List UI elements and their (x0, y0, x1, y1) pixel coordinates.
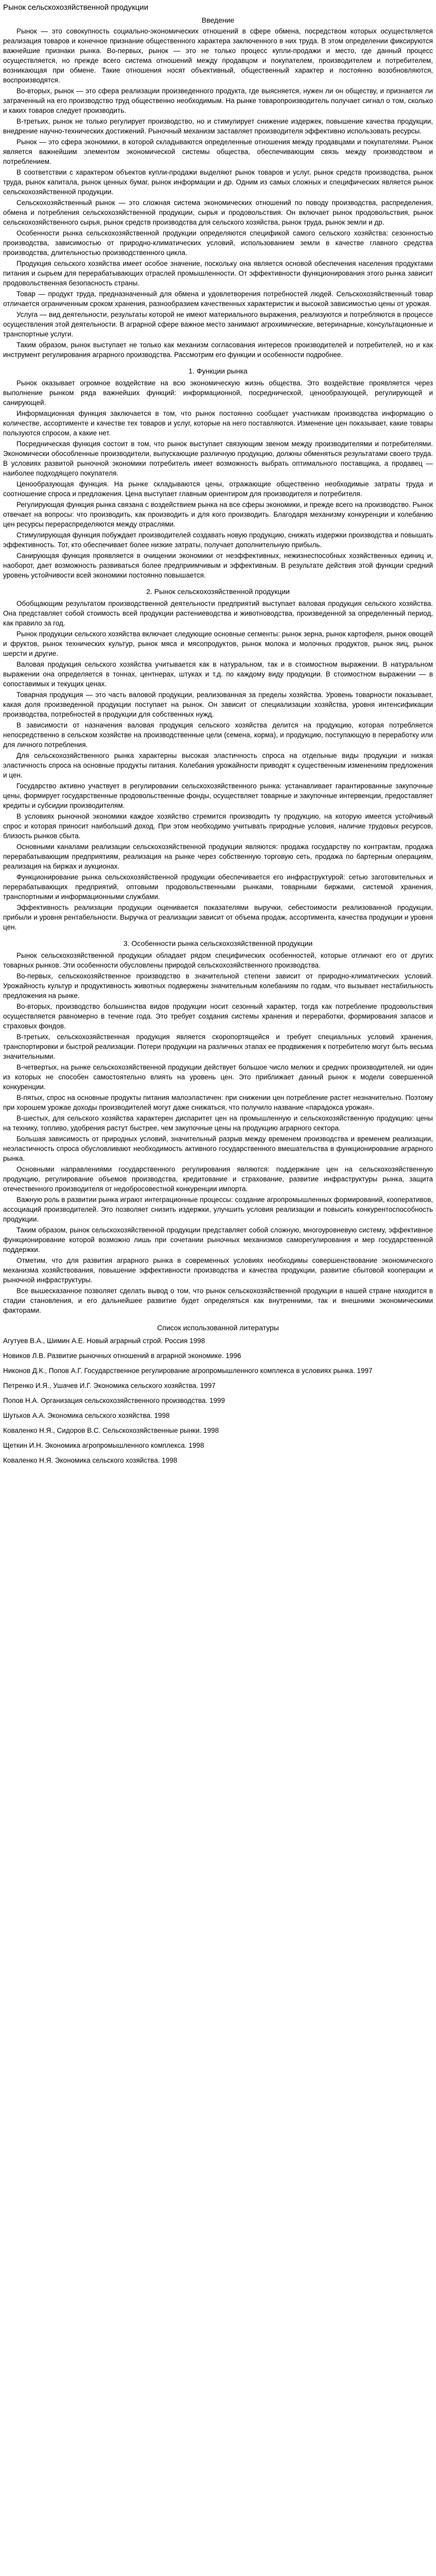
paragraph: Особенности рынка сельскохозяйственной продукции определяются спецификой самого сельского хозяйства: сезонностью производства, зависимостью от природно-климатических условий, использованием земли в качестве главного средства производства, длительностью производственного цикла. (3, 229, 433, 257)
paragraph: Продукция сельского хозяйства имеет особое значение, поскольку она является основой обеспечения населения продуктами питания и сырьем для перерабатывающих отраслей промышленности. От эффективности функционирования этого рынка зависит продовольственная безопасность страны. (3, 260, 433, 287)
paragraph: В-третьих, сельскохозяйственная продукция является скоропортящейся и требует специальных условий хранения, транспортировки и быстрой реализации. Потери продукции на различных этапах ее продвижения к потребителю могут быть весьма значительными. (3, 1033, 433, 1060)
literature-item: Коваленко Н.Я., Сидоров В.С. Сельскохозяйственные рынки. 1998 (3, 1427, 219, 1434)
section2 (3, 599, 433, 932)
paragraph: Информационная функция заключается в том, что рынок постоянно сообщает участникам производства информацию о количестве, ассортименте и качестве тех товаров и услуг, которые на него поставляются. Изменение цен показывает, какие товары пользуются спросом, а какие нет. (3, 410, 433, 437)
paragraph: Рынок — это сфера экономики, в которой складываются определенные отношения между продавцами и покупателями. Рынок является важнейшим элементом экономической системы общества, обеспечивающим связь между производством и потреблением. (3, 138, 433, 165)
paragraph: Товарная продукция — это часть валовой продукции, реализованная за пределы хозяйства. Уровень товарности показывает, какая доля произведенной продукции поступает на рынок. Он зависит от специализации хозяйства, уровня интенсификации производства, потребностей в продукции для собственных нужд. (3, 691, 433, 718)
intro-section (3, 26, 433, 360)
paragraph: Товар — продукт труда, предназначенный для обмена и удовлетворения потребностей людей. Сельскохозяйственный товар отличается ограниченным сроком хранения, разнообразием качественных характеристик и высокой зависимостью цены от урожая. (3, 290, 433, 308)
intro-heading: Введение (201, 16, 235, 24)
paragraph: Большая зависимость от природных условий, значительный разрыв между временем производства и временем реализации, неэластичность спроса обусловливают необходимость активного государственного вмешательства в функционирование аграрного рынка. (3, 1135, 433, 1162)
literature-item: Петренко И.Я., Ушачев И.Г. Экономика сельского хозяйства. 1997 (3, 1382, 216, 1389)
section3 (3, 951, 433, 1315)
paragraph: Таким образом, рынок сельскохозяйственной продукции представляет собой сложную, многоуровневую систему, эффективное функционирование которой возможно лишь при сочетании рыночных механизмов саморегулирования и мер государственной поддержки. (3, 1226, 433, 1253)
paragraph: Регулирующая функция рынка связана с воздействием рынка на все сферы экономики, и прежде всего на производство. Рынок отвечает на вопросы: что производить, как производить и для кого производить. Благодаря механизму конкуренции и колебанию цен ресурсы перераспределяются между отраслями. (3, 501, 433, 528)
paragraph: Рынок оказывает огромное воздействие на всю экономическую жизнь общества. Это воздействие проявляется через выполнение рынком ряда важнейших функций: информационной, посреднической, ценообразующей, регулирующей и санирующей. (3, 379, 433, 406)
paragraph: Ценообразующая функция. На рынке складываются цены, отражающие общественно необходимые затраты труда и соотношение спроса и предложения. Цена выступает главным ориентиром для производителя и потребителя. (3, 480, 433, 498)
paragraph: В-четвертых, на рынке сельскохозяйственной продукции действует большое число мелких и средних производителей, ни один из которых не способен самостоятельно влиять на уровень цен. Это приближает данный рынок к модели совершенной конкуренции. (3, 1063, 433, 1091)
paragraph: Эффективность реализации продукции оценивается показателями выручки, себестоимости реализованной продукции, прибыли и уровня рентабельности. Выручка от реализации зависит от объема продаж, ассортимента, качества продукции и уровня цен. (3, 904, 433, 931)
literature-item: Попов Н.А. Организация сельскохозяйственного производства. 1999 (3, 1397, 225, 1404)
paragraph: Обобщающим результатом производственной деятельности предприятий выступает валовая продукция сельского хозяйства. Она представляет собой стоимость всей продукции растениеводства и животноводства, произведенной за определенный период, как правило за год. (3, 600, 433, 627)
paragraph: Государство активно участвует в регулировании сельскохозяйственного рынка: устанавливает гарантированные закупочные цены, формирует государственные продовольственные фонды, осуществляет товарные и закупочные интервенции, предоставляет кредиты и субсидии производителям. (3, 782, 433, 809)
paragraph: Рынок сельскохозяйственной продукции обладает рядом специфических особенностей, которые отличают его от других товарных рынков. Эти особенности обусловлены природой сельскохозяйственного производства. (3, 952, 433, 969)
section1 (3, 378, 433, 580)
paragraph: Функционирование рынка сельскохозяйственной продукции обеспечивается его инфраструктурой: сетью заготовительных и перерабатывающих предприятий, оптовыми продовольственными рынками, товарными биржами, системой хранения, транспортными и информационными службами. (3, 873, 433, 901)
literature-item: Новиков Л.В. Развитие рыночных отношений в аграрной экономике. 1996 (3, 1352, 241, 1360)
literature-list (3, 1336, 433, 1465)
paragraph: Рынок — это совокупность социально-экономических отношений в сфере обмена, посредством которых осуществляется реализация товаров и конечное признание общественного характера заключенного в них труда. В этом определении фиксируются важнейшие признаки рынка. Во-первых, рынок — это не только процесс купли-продажи и место, где данный процесс осуществляется, но прежде всего система отношений между продавцом и покупателем, производителем и потребителем, возникающая при обмене. Такие отношения носят объективный, общественный характер и постоянно возобновляются, воспроизводятся. (3, 27, 433, 84)
paragraph: В-третьих, рынок не только регулирует производство, но и стимулирует снижение издержек, повышение качества продукции, внедрение научно-технических достижений. Рыночный механизм заставляет производителя эффективно использовать ресурсы. (3, 117, 433, 135)
paragraph: Стимулирующая функция побуждает производителей создавать новую продукцию, снижать издержки производства и повышать эффективность. Тот, кто обеспечивает более низкие затраты, получает дополнительную прибыль. (3, 531, 433, 549)
paragraph: В-пятых, спрос на основные продукты питания малоэластичен: при снижении цен потребление растет незначительно. Поэтому при хорошем урожае доходы производителей могут даже снижаться, что получило название «парадокса урожая». (3, 1094, 433, 1111)
document-title: Рынок сельскохозяйственной продукции (3, 3, 148, 12)
paragraph: Во-вторых, рынок — это сфера реализации произведенного продукта, где выясняется, нужен ли он обществу, и признается ли затраченный на его производство труд общественно необходимым. На рынке товаропроизводитель получает сигнал о том, сколько и каких товаров следует производить. (3, 87, 433, 114)
paragraph: В соответствии с характером объектов купли-продажи выделяют рынок товаров и услуг, рынок средств производства, рынок труда, рынок капитала, рынок ценных бумаг, рынок информации и др. Одним из самых сложных и специфических является рынок сельскохозяйственной продукции. (3, 168, 433, 196)
paragraph: Услуга — вид деятельности, результаты которой не имеют материального выражения, реализуются и потребляются в процессе осуществления этой деятельности. В аграрной сфере важное место занимают агрохимические, ветеринарные, консультационные и транспортные услуги. (3, 311, 433, 338)
literature-item: Агутуев В.А., Шимин А.Е. Новый аграрный строй. Россия 1998 (3, 1337, 205, 1345)
literature-heading: Список использованной литературы (157, 1324, 279, 1332)
paragraph: В-шестых, для сельского хозяйства характерен диспаритет цен на промышленную и сельскохозяйственную продукцию: цены на технику, топливо, удобрения растут быстрее, чем закупочные цены на продукцию аграрного сектора. (3, 1114, 433, 1132)
section3-heading: 3. Особенности рынка сельскохозяйственной продукции (123, 939, 313, 947)
paragraph: Валовая продукция сельского хозяйства учитывается как в натуральном, так и в стоимостном выражении. В натуральном выражении она определяется в тоннах, центнерах, штуках и т.д. по каждому виду продукции. В стоимостном выражении — в сопоставимых и текущих ценах. (3, 660, 433, 688)
literature-item: Никонов Д.К., Попов А.Г. Государственное регулирование агропромышленного комплекса в условиях рынка. 1997 (3, 1367, 373, 1375)
section1-heading: 1. Функции рынка (188, 367, 248, 375)
paragraph: Для сельскохозяйственного рынка характерны высокая эластичность спроса на отдельные виды продукции и низкая эластичность спроса на основные продукты питания. Колебания урожайности приводят к существенным изменениям предложения и цен. (3, 752, 433, 779)
paragraph: Рынок продукции сельского хозяйства включает следующие основные сегменты: рынок зерна, рынок картофеля, рынок овощей и фруктов, рынок технических культур, рынок мяса и мясопродуктов, рынок молока и молочных продуктов, рынок яиц, рынок шерсти и другие. (3, 630, 433, 657)
literature-item: Шутьков А.А. Экономика сельского хозяйства. 1998 (3, 1412, 170, 1419)
paragraph: Во-первых, сельскохозяйственное производство в значительной степени зависит от природно-климатических условий. Урожайность культур и продуктивность животных подвержены значительным колебаниям по годам, что вызывает нестабильность предложения на рынке. (3, 972, 433, 999)
paragraph: В зависимости от назначения валовая продукция сельского хозяйства делится на продукцию, которая потребляется непосредственно в сельском хозяйстве на производственные цели (семена, корма), и продукцию, поступающую в переработку или для личного потребления. (3, 721, 433, 749)
paragraph: Основными направлениями государственного регулирования являются: поддержание цен на сельскохозяйственную продукцию, регулирование объемов производства, кредитование и страхование, развитие инфраструктуры рынка, защита отечественного производителя от недобросовестной конкуренции импорта. (3, 1165, 433, 1193)
paragraph: Важную роль в развитии рынка играют интеграционные процессы: создание агропромышленных формирований, кооперативов, ассоциаций производителей. Это позволяет снизить издержки, улучшить условия реализации и повысить конкурентоспособность продукции. (3, 1196, 433, 1223)
section2-heading: 2. Рынок сельскохозяйственной продукции (146, 587, 290, 596)
paragraph: Отметим, что для развития аграрного рынка в современных условиях необходимы совершенствование экономического механизма хозяйствования, повышение эффективности производства и качества продукции, развитие сбытовой кооперации и рыночной инфраструктуры. (3, 1257, 433, 1284)
literature-item: Коваленко Н.Я. Экономика сельского хозяйства. 1998 (3, 1456, 178, 1464)
paragraph: Таким образом, рынок выступает не только как механизм согласования интересов производителей и потребителей, но и как инструмент регулирования аграрного производства. Рассмотрим его функции и особенности подробнее. (3, 341, 433, 359)
literature-item: Щеткин И.Н. Экономика агропромышленного комплекса. 1998 (3, 1442, 204, 1449)
paragraph: В условиях рыночной экономики каждое хозяйство стремится производить ту продукцию, на которую имеется устойчивый спрос и которая приносит наибольший доход. При этом необходимо учитывать природные условия, наличие трудовых ресурсов, близость рынков сбыта. (3, 812, 433, 840)
paragraph: Все вышесказанное позволяет сделать вывод о том, что рынок сельскохозяйственной продукции в нашей стране находится в стадии становления, и его дальнейшее развитие будет определяться как внутренними, так и внешними экономическими факторами. (3, 1287, 433, 1314)
paragraph: Основными каналами реализации сельскохозяйственной продукции являются: продажа государству по контрактам, продажа перерабатывающим предприятиям, реализация на рынке через собственную торговую сеть, продажа по бартерным операциям, реализация на биржах и аукционах. (3, 843, 433, 870)
paragraph: Сельскохозяйственный рынок — это сложная система экономических отношений по поводу производства, распределения, обмена и потребления сельскохозяйственной продукции, сырья и продовольствия. Он включает рынок продовольствия, рынок сельскохозяйственного сырья, рынок средств производства для сельского хозяйства, рынок труда, рынок земли и др. (3, 199, 433, 226)
paragraph: Посредническая функция состоит в том, что рынок выступает связующим звеном между производителями и потребителями. Экономически обособленные производители, выпускающие различную продукцию, должны обменяться результатами своего труда. В условиях развитой рыночной экономики потребитель имеет возможность выбрать оптимального поставщика, а продавец — наиболее подходящего покупателя. (3, 440, 433, 477)
paragraph: Санирующая функция проявляется в очищении экономики от неэффективных, нежизнеспособных хозяйственных единиц и, наоборот, дает возможность развиваться более предприимчивым и эффективным. В результате действия этой функции средний уровень устойчивости всей экономики постоянно повышается. (3, 552, 433, 579)
paragraph: Во-вторых, производство большинства видов продукции носит сезонный характер, тогда как потребление продовольствия осуществляется равномерно в течение года. Это требует создания системы хранения и переработки, формирования запасов и страховых фондов. (3, 1003, 433, 1030)
